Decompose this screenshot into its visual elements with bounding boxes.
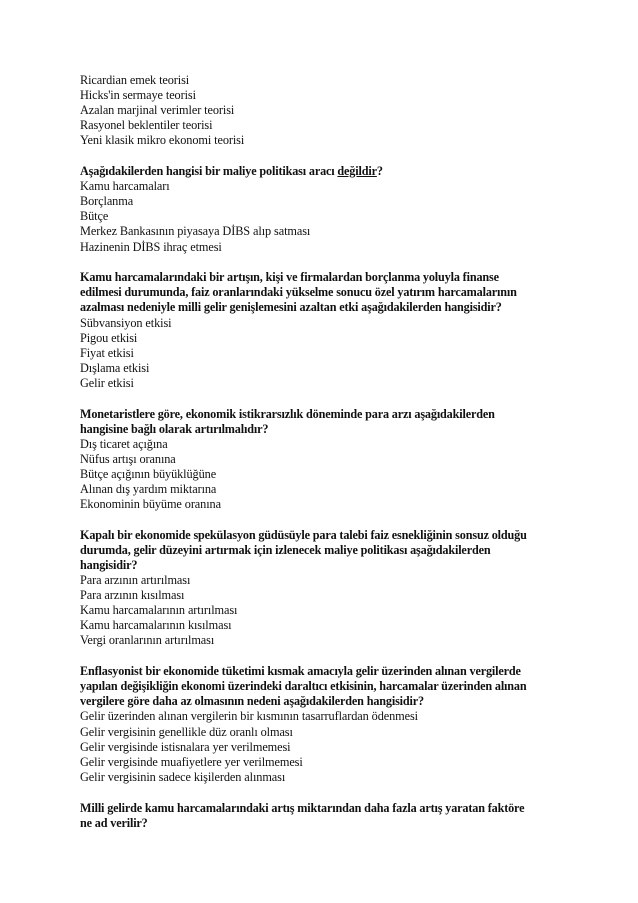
question-3 <box>80 270 580 391</box>
option: Azalan marjinal verimler teorisi <box>80 103 235 118</box>
option: Rasyonel beklentiler teorisi <box>80 118 213 133</box>
option: Gelir vergisinin genellikle düz oranlı olması <box>80 724 293 739</box>
option: Dış ticaret açığına <box>80 436 168 451</box>
option: Para arzının artırılması <box>80 573 191 588</box>
option: Sübvansiyon etkisi <box>80 315 172 330</box>
option: Ricardian emek teorisi <box>80 73 190 87</box>
question-text-line: durumda, gelir düzeyini artırmak için izlenecek maliye politikası aşağıdakilerden <box>80 542 491 557</box>
question-6 <box>80 664 580 785</box>
question-text-line: Monetaristlere göre, ekonomik istikrarsızlık döneminde para arzı aşağıdakilerden <box>80 406 495 421</box>
option: Gelir vergisinin sadece kişilerden alınması <box>80 769 286 784</box>
option: Kamu harcamalarının kısılması <box>80 618 232 633</box>
option: Alınan dış yardım miktarına <box>80 482 217 497</box>
question-7 <box>80 801 580 831</box>
document-body <box>80 73 580 831</box>
options-list-1 <box>80 73 580 148</box>
question-text-line: edilmesi durumunda, faiz oranlarındaki yükselme sonucu özel yatırım harcamalarının <box>80 285 517 300</box>
underlined-word: değildir <box>337 164 377 179</box>
question-text-line: Kamu harcamalarındaki bir artışın, kişi ve firmalardan borçlanma yoluyla finanse <box>80 270 499 285</box>
option: Yeni klasik mikro ekonomi teorisi <box>80 133 245 148</box>
question-2 <box>80 164 580 255</box>
question-5 <box>80 528 580 649</box>
option: Merkez Bankasının piyasaya DİBS alıp satması <box>80 224 311 239</box>
option: Gelir vergisinde istisnalara yer verilmemesi <box>80 739 291 754</box>
question-text-line: yapılan değişikliğin ekonomi üzerindeki daraltıcı etkisinin, harcamalar üzerinden alınan <box>80 679 527 694</box>
question-text-line: vergilere göre daha az olmasının nedeni aşağıdakilerden hangisidir? <box>80 694 424 709</box>
option: Vergi oranlarının artırılması <box>80 633 215 648</box>
question-text-line: hangisidir? <box>80 558 138 572</box>
option: Dışlama etkisi <box>80 360 150 375</box>
option: Para arzının kısılması <box>80 588 185 603</box>
option: Hazinenin DİBS ihraç etmesi <box>80 239 222 254</box>
question-text-line: Kapalı bir ekonomide spekülasyon güdüsüyle para talebi faiz esnekliğinin sonsuz olduğu <box>80 527 527 542</box>
option: Pigou etkisi <box>80 330 138 345</box>
option: Bütçe <box>80 209 109 224</box>
question-text-line: azalması nedeniyle milli gelir genişlemesini azaltan etki aşağıdakilerden hangisidir? <box>80 300 502 315</box>
option: Kamu harcamalarının artırılması <box>80 603 238 618</box>
question-text-line: ne ad verilir? <box>80 815 148 830</box>
option: Bütçe açığının büyüklüğüne <box>80 466 217 481</box>
option: Gelir etkisi <box>80 375 134 390</box>
option: Fiyat etkisi <box>80 345 134 360</box>
option: Gelir vergisinde muafiyetlere yer verilmemesi <box>80 754 303 769</box>
option: Nüfus artışı oranına <box>80 451 176 466</box>
question-text: Aşağıdakilerden hangisi bir maliye politikası aracı değildir? <box>80 164 383 179</box>
option: Borçlanma <box>80 194 134 209</box>
question-text-line: Enflasyonist bir ekonomide tüketimi kısmak amacıyla gelir üzerinden alınan vergilerde <box>80 664 521 679</box>
question-text-line: Milli gelirde kamu harcamalarındaki artış miktarından daha fazla artış yaratan faktöre <box>80 800 525 815</box>
option: Ekonominin büyüme oranına <box>80 497 221 512</box>
option: Kamu harcamaları <box>80 179 170 194</box>
option: Gelir üzerinden alınan vergilerin bir kısmının tasarruflardan ödenmesi <box>80 709 418 724</box>
question-4 <box>80 407 580 513</box>
option: Hicks'in sermaye teorisi <box>80 88 196 103</box>
question-text-line: hangisine bağlı olarak artırılmalıdır? <box>80 421 269 436</box>
